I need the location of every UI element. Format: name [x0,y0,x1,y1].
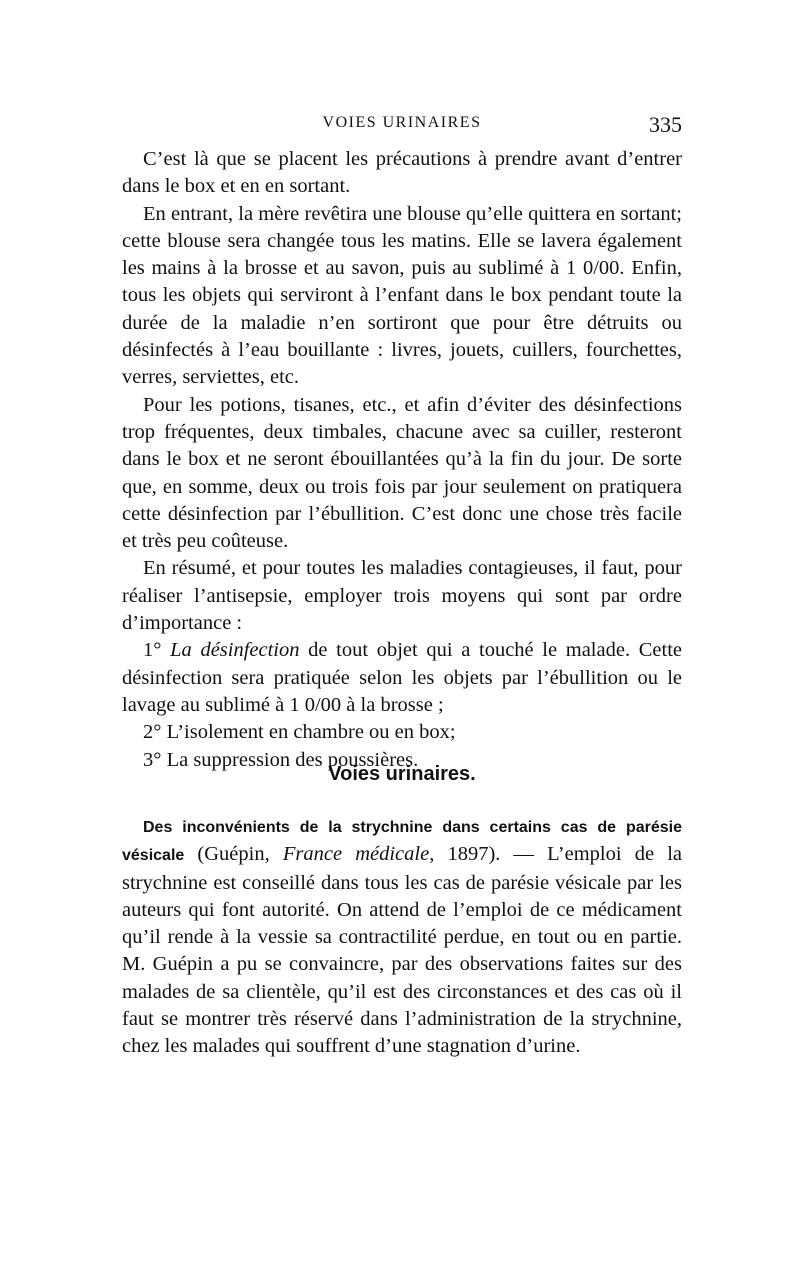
list-item-isolation: 2° L’isolement en chambre ou en box; [143,721,456,744]
list-item-disinfection [122,637,682,719]
citation-open: (Guépin, [184,843,283,866]
paragraph-summary: En résumé, et pour toutes les maladies contagieuses, il faut, pour réaliser l’antisepsie, employer trois moyens qui sont par ordre d’importance : [122,557,682,635]
paragraph-entering: En entrant, la mère revêtira une blouse qu’elle quittera en sortant; cette blouse sera changée tous les matins. Elle se lavera également les mains à la brosse et au savon, puis au sublimé à 1 0/00. Enfin, tous les objets qui serviront à l’enfant dans le box pendant toute la durée de la maladie n’en sortiront que pour être détruits ou désinfectés à l’eau bouillante : livres, jouets, cuillers, fourchettes, verres, serviettes, etc. [122,202,682,389]
article-text: L’emploi de la strychnine est conseillé dans tous les cas de parésie vésicale par les auteurs qui font autorité. On attend de l’emploi de ce médicament qu’il rende à la vessie sa contractilité perdue, en tout ou en partie. M. Guépin a pu se convaincre, par des observations faites sur des malades de sa clientèle, qu’il est des circonstances et des cas où il faut se montrer très réservé dans l’administration de la strychnine, chez les malades qui souffrent d’une stagnation d’urine. [122,843,682,1058]
paragraph-potions: Pour les potions, tisanes, etc., et afin d’éviter des désinfections trop fréquentes, deux timbales, chacune avec sa cuiller, resteront dans le box et ne seront ébouillantées qu’à la fin du jour. De sorte que, en somme, deux ou trois fois par jour seulement on pratiquera cette désinfection par l’ébullition. C’est donc une chose très facile et très peu coûteuse. [122,393,682,553]
page-number: 335 [649,112,682,137]
running-title: VOIES URINAIRES [322,114,482,131]
section-heading: Voies urinaires. [328,763,476,785]
article-paragraph [122,813,682,1061]
page-header [122,112,682,142]
list-number: 1° [143,639,162,662]
list-item-text: de tout objet qui a touché le malade. Cette désinfection sera pratiquée selon les objets par l’ébullition ou le lavage au sublimé à 1 0/00 à la brosse ; [122,639,682,716]
body-text [122,146,682,774]
list-item-dust: 3° La suppression des poussières. [143,748,419,771]
paragraph-precautions: C’est là que se placent les précautions à prendre avant d’entrer dans le box et en en sortant. [122,148,682,198]
article-lead: Des inconvénients de la strychnine dans certains cas de parésie vésicale [122,819,682,865]
citation-close: , 1897). — [429,843,548,866]
article [122,813,682,1061]
citation-journal: France médicale [282,843,430,866]
emphasis-disinfection: La désinfection [170,639,300,662]
